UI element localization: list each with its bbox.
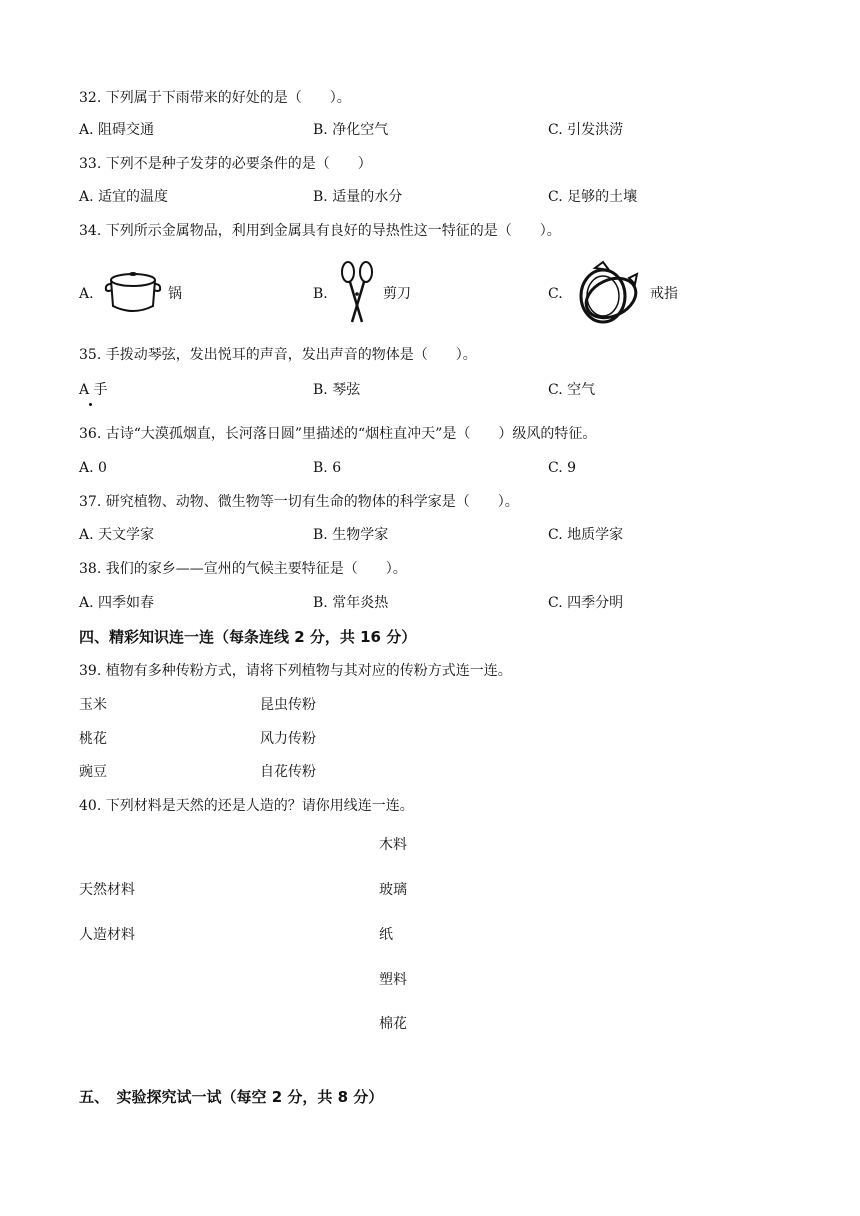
- section-5-heading: 五、 实验探究试一试（每空 2 分，共 8 分）: [79, 1088, 384, 1106]
- scissors-icon: [338, 260, 376, 326]
- q36-option-b: B. 6: [313, 460, 342, 476]
- q34-option-b-letter: B.: [313, 286, 328, 302]
- q40-category-item: 人造材料: [79, 927, 135, 943]
- q34-option-c-letter: C.: [548, 286, 563, 302]
- q40-material-item: 纸: [379, 927, 393, 943]
- q32-option-c: C. 引发洪涝: [548, 122, 624, 138]
- q33-option-c: C. 足够的土壤: [548, 189, 638, 205]
- q38-option-a: A. 四季如春: [79, 595, 155, 611]
- q37-option-b: B. 生物学家: [313, 527, 389, 543]
- q33-option-b: B. 适量的水分: [313, 189, 403, 205]
- q38-option-c: C. 四季分明: [548, 595, 624, 611]
- q37-option-a: A. 天文学家: [79, 527, 155, 543]
- q39-plant-item: 桃花: [79, 731, 107, 747]
- q39-method-item: 风力传粉: [260, 731, 316, 747]
- q34-option-c-text: 戒指: [650, 286, 678, 302]
- question-35-stem: 35. 手拨动琴弦，发出悦耳的声音，发出声音的物体是（ ）。: [79, 347, 477, 363]
- q32-option-a: A. 阻碍交通: [79, 122, 155, 138]
- question-38-stem: 38. 我们的家乡——宣州的气候主要特征是（ ）。: [79, 561, 407, 577]
- q37-option-c: C. 地质学家: [548, 527, 624, 543]
- question-39-stem: 39. 植物有多种传粉方式，请将下列植物与其对应的传粉方式连一连。: [79, 663, 512, 679]
- q38-option-b: B. 常年炎热: [313, 595, 389, 611]
- pot-icon: [103, 266, 163, 318]
- question-37-stem: 37. 研究植物、动物、微生物等一切有生命的物体的科学家是（ ）。: [79, 494, 519, 510]
- stray-dot: [89, 403, 92, 406]
- question-32-stem: 32. 下列属于下雨带来的好处的是（ ）。: [79, 90, 351, 106]
- q36-option-a: A. 0: [79, 460, 107, 476]
- q34-option-a-text: 锅: [168, 286, 182, 302]
- question-40-stem: 40. 下列材料是天然的还是人造的？请你用线连一连。: [79, 798, 414, 814]
- q33-option-a: A. 适宜的温度: [79, 189, 169, 205]
- q39-method-item: 昆虫传粉: [260, 697, 316, 713]
- q35-option-c: C. 空气: [548, 382, 596, 398]
- q36-option-c: C. 9: [548, 460, 577, 476]
- question-33-stem: 33. 下列不是种子发芽的必要条件的是（ ）: [79, 156, 372, 172]
- section-4-heading: 四、精彩知识连一连（每条连线 2 分，共 16 分）: [79, 628, 417, 646]
- q39-method-item: 自花传粉: [260, 764, 316, 780]
- question-34-stem: 34. 下列所示金属物品，利用到金属具有良好的导热性这一特征的是（ ）。: [79, 223, 561, 239]
- q40-material-item: 玻璃: [379, 882, 407, 898]
- q40-material-item: 塑料: [379, 972, 407, 988]
- q34-option-a-letter: A.: [79, 286, 94, 302]
- q35-option-b: B. 琴弦: [313, 382, 361, 398]
- q39-plant-item: 玉米: [79, 697, 107, 713]
- q40-material-item: 木料: [379, 837, 407, 853]
- q40-category-item: 天然材料: [79, 882, 135, 898]
- q32-option-b: B. 净化空气: [313, 122, 389, 138]
- question-36-stem: 36. 古诗“大漠孤烟直，长河落日圆”里描述的“烟柱直冲天”是（ ）级风的特征。: [79, 426, 597, 442]
- q34-option-b-text: 剪刀: [383, 286, 411, 302]
- ring-icon: [573, 258, 643, 328]
- q40-material-item: 棉花: [379, 1016, 407, 1032]
- q35-option-a: A 手: [79, 382, 108, 398]
- q39-plant-item: 豌豆: [79, 764, 107, 780]
